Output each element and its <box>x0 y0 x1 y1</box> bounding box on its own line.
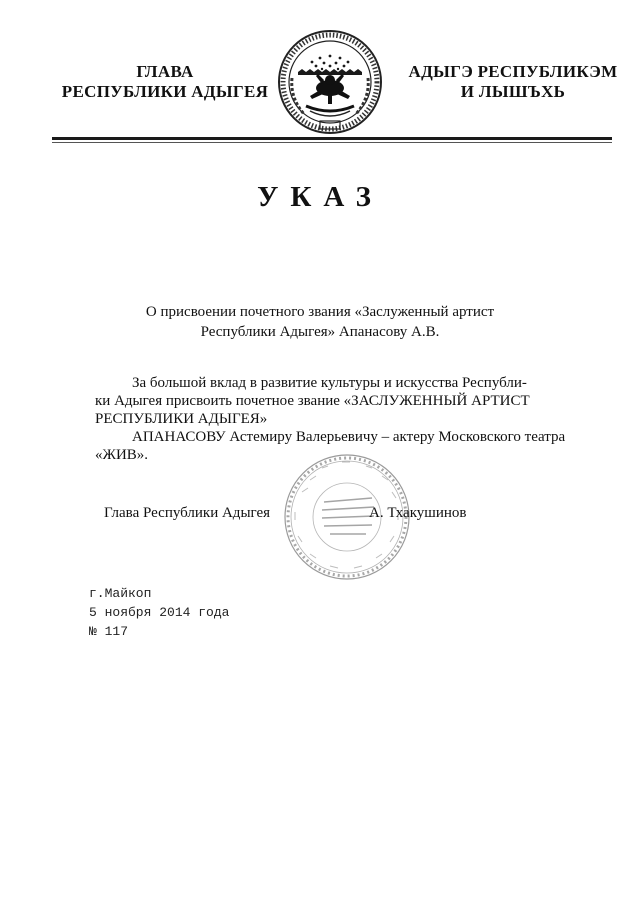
signature-name: А. Тхакушинов <box>369 505 467 521</box>
header-right-line2: И ЛЫШЪХЬ <box>460 82 566 101</box>
decree-subject <box>100 302 540 342</box>
signature-role: Глава Республики Адыгея <box>104 505 271 521</box>
body-line-1: За большой вклад в развитие культуры и искусства Республи- <box>132 375 527 391</box>
decree-number: № 117 <box>89 624 129 639</box>
body-line-2: ки Адыгея присвоить почетное звание «ЗАСЛУЖЕННЫЙ АРТИСТ <box>95 393 530 409</box>
header-divider-thin <box>52 142 612 143</box>
header-right-title <box>388 62 638 102</box>
header-left-title <box>30 62 300 102</box>
subject-line-1: О присвоении почетного звания «Заслуженный артист <box>145 304 495 320</box>
header-divider-thick <box>52 137 612 140</box>
body-line-4: АПАНАСОВУ Астемиру Валерьевичу – актеру Московского театра <box>132 429 566 445</box>
subject-line-2: Республики Адыгея» Апанасову А.В. <box>200 324 440 340</box>
coat-of-arms-icon <box>276 28 384 136</box>
decree-date: 5 ноября 2014 года <box>89 605 230 620</box>
header-right-line1: АДЫГЭ РЕСПУБЛИКЭМ <box>408 62 618 81</box>
decree-place-date <box>89 584 229 641</box>
body-line-5: «ЖИВ». <box>95 447 149 463</box>
header-left-line1: ГЛАВА <box>136 62 194 81</box>
decree-title: УКАЗ <box>257 181 383 213</box>
body-line-3: РЕСПУБЛИКИ АДЫГЕЯ» <box>95 411 268 427</box>
header-left-line2: РЕСПУБЛИКИ АДЫГЕЯ <box>61 82 269 101</box>
decree-city: г.Майкоп <box>89 586 152 601</box>
decree-body <box>95 374 575 464</box>
